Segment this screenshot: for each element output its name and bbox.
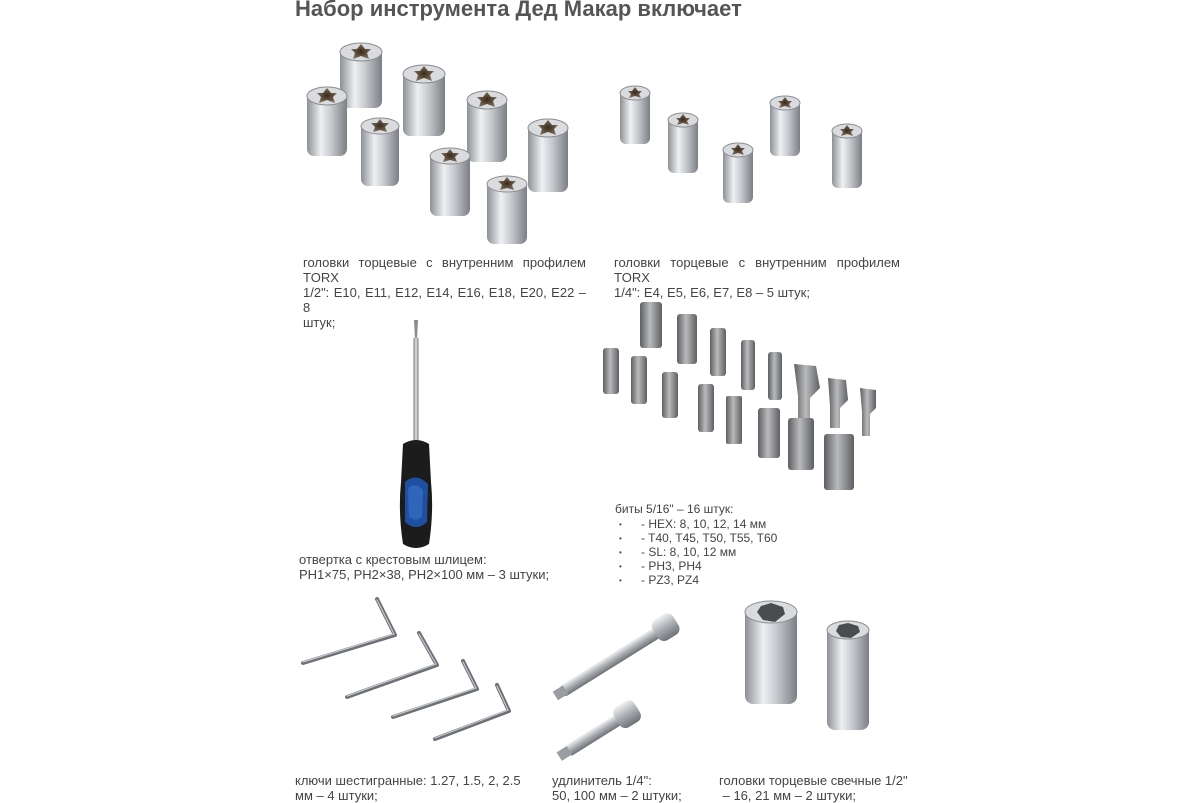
bit-sl10 [828, 378, 848, 428]
screwdriver-caption-line1: отвертка с крестовым шлицем: [299, 552, 487, 567]
bit-pz3 [698, 384, 714, 432]
hex-key-1-5 [393, 661, 477, 717]
bit-t60 [640, 302, 662, 348]
bits-list [615, 517, 777, 587]
bit-sl12 [794, 364, 820, 420]
socket-e16-body [467, 91, 507, 162]
page-title: Набор инструмента Дед Макар включает [295, 0, 742, 21]
bits-item-pz: - PZ3, PZ4 [641, 573, 700, 587]
hex-keys-caption-line1: ключи шестигранные: 1.27, 1.5, 2, 2.5 [295, 773, 521, 788]
extension-bars-image [545, 588, 695, 763]
extension-caption [552, 773, 722, 803]
socket-e18-body [307, 87, 347, 156]
torx-half-caption [303, 255, 586, 330]
bits-item-torx: - T40, T45, T50, T55, T60 [641, 531, 778, 545]
socket-e14-body [361, 118, 399, 186]
torx-quarter-caption [614, 255, 900, 300]
bits-item-sl: - SL: 8, 10, 12 мм [641, 545, 737, 559]
bit-sl8 [860, 388, 876, 436]
extension-caption-line1: удлинитель 1/4": [552, 773, 652, 788]
hex-keys-image [295, 593, 525, 743]
bits-item-hex: - HEX: 8, 10, 12, 14 мм [641, 517, 767, 531]
bit-hex14 [824, 434, 854, 490]
bits-item-ph: - PH3, PH4 [641, 559, 702, 573]
spark-sockets-image [743, 598, 883, 738]
spark-socket-21 [745, 601, 797, 704]
bits-heading: биты 5/16" – 16 штук: [615, 502, 734, 516]
socket-e10-body [487, 176, 527, 244]
bit-t55 [677, 314, 697, 364]
spark-sockets-caption [719, 773, 919, 803]
bit-t45 [741, 340, 755, 390]
torx-quarter-caption-line2: 1/4": Е4, Е5, Е6, Е7, Е8 – 5 штук; [614, 285, 810, 300]
bits-list-item [615, 545, 777, 559]
hex-keys-caption [295, 773, 545, 803]
bits-list-item [615, 517, 777, 531]
socket-e6-body [723, 143, 753, 203]
torx-quarter-caption-line1: головки торцевые с внутренним профилем TORX [614, 255, 900, 285]
extension-100 [549, 611, 682, 707]
socket-e8-body [620, 86, 650, 144]
socket-e5-body [770, 96, 800, 156]
bit-pz4 [662, 372, 678, 418]
socket-e7-body [668, 113, 698, 173]
bit-hex8 [726, 396, 742, 444]
screwdriver-caption [299, 552, 559, 582]
bit-hex10 [758, 408, 780, 458]
bit-hex12 [788, 418, 814, 470]
bit-t50 [710, 328, 726, 376]
socket-e11-body [430, 148, 470, 216]
spark-sockets-caption-line1: головки торцевые свечные 1/2" [719, 773, 908, 788]
bit-ph4 [603, 348, 619, 394]
bits-list-item [615, 559, 777, 573]
extension-caption-line2: 50, 100 мм – 2 штуки; [552, 788, 682, 803]
extension-50 [553, 698, 644, 763]
bit-t40 [768, 352, 782, 400]
bits-list-item [615, 531, 777, 545]
hex-key-1-27 [435, 685, 509, 739]
bits-image [598, 296, 888, 496]
spark-sockets-caption-line2: – 16, 21 мм – 2 штуки; [719, 788, 856, 803]
spark-socket-16 [827, 621, 869, 730]
torx-half-caption-line3: штук; [303, 315, 336, 330]
bit-ph3 [631, 356, 647, 404]
socket-e12-body [528, 119, 568, 192]
torx-quarter-sockets-image [610, 80, 880, 210]
socket-e4-body [832, 124, 862, 188]
hex-keys-caption-line2: мм – 4 штуки; [295, 788, 378, 803]
screwdriver-caption-line2: PH1×75, PH2×38, PH2×100 мм – 3 штуки; [299, 567, 550, 582]
torx-half-sockets-image [295, 38, 585, 248]
torx-half-caption-line1: головки торцевые с внутренним профилем TORX [303, 255, 586, 285]
torx-half-caption-line2: 1/2": Е10, Е11, Е12, Е14, Е16, Е18, Е20, Е22 – 8 [303, 285, 586, 315]
socket-e20-body [403, 65, 445, 136]
bits-list-item [615, 573, 777, 587]
screwdriver-image [383, 312, 443, 552]
